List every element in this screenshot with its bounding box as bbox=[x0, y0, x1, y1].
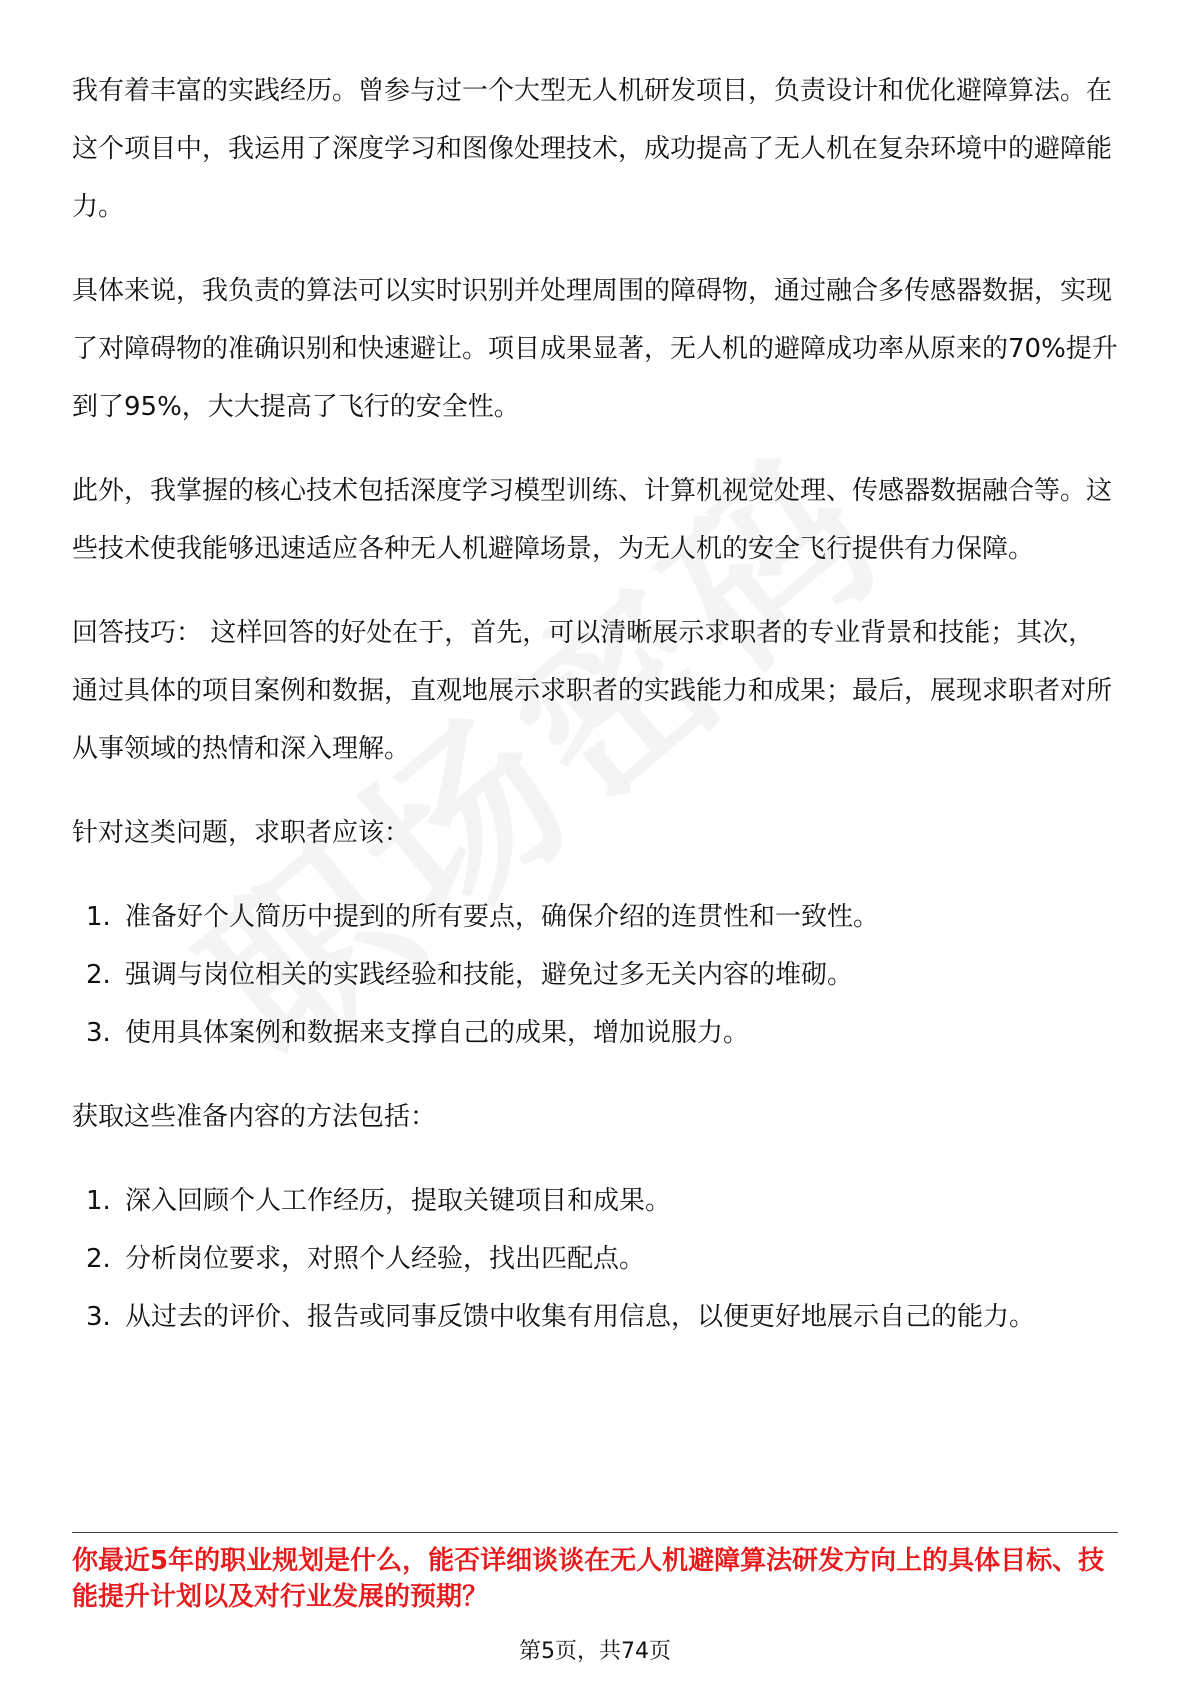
list-item bbox=[72, 1288, 1118, 1346]
paragraph-answer-tips: 回答技巧： 这样回答的好处在于，首先，可以清晰展示求职者的专业背景和技能；其次，通过具体的项目案例和数据，直观地展示求职者的实践能力和成果；最后，展现求职者对所从事领域的热情和深入理解。 bbox=[72, 618, 1113, 764]
section-divider bbox=[72, 1532, 1118, 1533]
paragraph-experience: 我有着丰富的实践经历。曾参与过一个大型无人机研发项目，负责设计和优化避障算法。在这个项目中，我运用了深度学习和图像处理技术，成功提高了无人机在复杂环境中的避障能力。 bbox=[72, 76, 1113, 222]
page-number: 第5页，共74页 bbox=[519, 1639, 671, 1664]
list-item-number: 1. bbox=[86, 902, 111, 932]
paragraph-methods: 获取这些准备内容的方法包括： bbox=[72, 1102, 437, 1132]
list-methods bbox=[72, 1172, 1118, 1346]
paragraph-should-do: 针对这类问题，求职者应该： bbox=[72, 818, 411, 848]
list-item-text: 准备好个人简历中提到的所有要点，确保介绍的连贯性和一致性。 bbox=[125, 902, 880, 932]
list-item-text: 从过去的评价、报告或同事反馈中收集有用信息，以便更好地展示自己的能力。 bbox=[125, 1302, 1036, 1332]
list-item-text: 深入回顾个人工作经历，提取关键项目和成果。 bbox=[125, 1186, 672, 1216]
next-question-heading: 你最近5年的职业规划是什么，能否详细谈谈在无人机避障算法研发方向上的具体目标、技能提升计划以及对行业发展的预期？ bbox=[72, 1546, 1105, 1612]
list-item bbox=[72, 888, 1118, 946]
list-item bbox=[72, 1230, 1118, 1288]
list-should-do bbox=[72, 888, 1118, 1062]
list-item-number: 3. bbox=[86, 1302, 111, 1332]
list-item bbox=[72, 1172, 1118, 1230]
document-body bbox=[72, 62, 1118, 1372]
list-item-number: 3. bbox=[86, 1018, 111, 1048]
list-item-number: 2. bbox=[86, 1244, 111, 1274]
paragraph-core-skills: 此外，我掌握的核心技术包括深度学习模型训练、计算机视觉处理、传感器数据融合等。这些技术使我能够迅速适应各种无人机避障场景，为无人机的安全飞行提供有力保障。 bbox=[72, 476, 1113, 564]
list-item bbox=[72, 1004, 1118, 1062]
list-item-number: 1. bbox=[86, 1186, 111, 1216]
paragraph-details: 具体来说，我负责的算法可以实时识别并处理周围的障碍物，通过融合多传感器数据，实现了对障碍物的准确识别和快速避让。项目成果显著，无人机的避障成功率从原来的70%提升到了95%，大大提高了飞行的安全性。 bbox=[72, 276, 1118, 422]
list-item-text: 使用具体案例和数据来支撑自己的成果，增加说服力。 bbox=[125, 1018, 750, 1048]
list-item-number: 2. bbox=[86, 960, 111, 990]
list-item-text: 强调与岗位相关的实践经验和技能，避免过多无关内容的堆砌。 bbox=[125, 960, 854, 990]
list-item-text: 分析岗位要求，对照个人经验，找出匹配点。 bbox=[125, 1244, 646, 1274]
list-item bbox=[72, 946, 1118, 1004]
